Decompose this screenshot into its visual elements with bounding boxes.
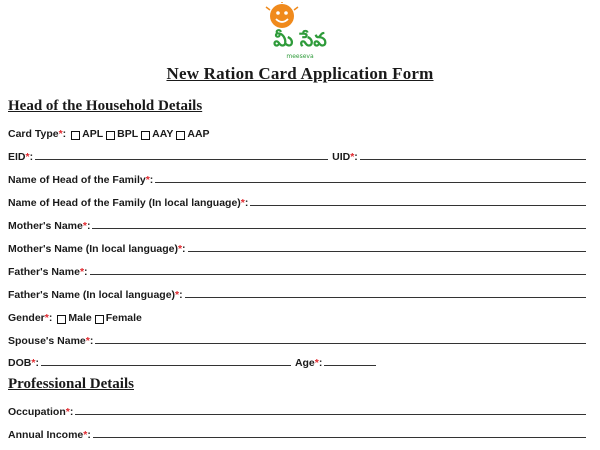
father-name-field[interactable] bbox=[90, 274, 586, 275]
section-heading-household: Head of the Household Details bbox=[8, 98, 203, 114]
head-name-row: Name of Head of the Family * : bbox=[8, 170, 586, 186]
head-name-label: Name of Head of the Family bbox=[8, 174, 146, 186]
eid-label: EID bbox=[8, 151, 26, 163]
occupation-field[interactable] bbox=[75, 414, 586, 415]
mother-name-local-label: Mother's Name (In local language) bbox=[8, 243, 178, 255]
apl-checkbox[interactable] bbox=[71, 131, 80, 140]
logo-text: మీ సేవ bbox=[273, 29, 327, 51]
gender-label: Gender bbox=[8, 312, 45, 324]
card-type-label: Card Type bbox=[8, 128, 59, 140]
mother-name-label: Mother's Name bbox=[8, 220, 83, 232]
annual-income-field[interactable] bbox=[93, 437, 586, 438]
mother-name-local-field[interactable] bbox=[188, 251, 586, 252]
spouse-name-row: Spouse's Name * : bbox=[8, 331, 586, 347]
annual-income-row: Annual Income * : bbox=[8, 425, 586, 441]
father-name-label: Father's Name bbox=[8, 266, 80, 278]
dob-label: DOB bbox=[8, 357, 32, 369]
bpl-checkbox[interactable] bbox=[106, 131, 115, 140]
head-name-field[interactable] bbox=[155, 182, 586, 183]
head-name-local-label: Name of Head of the Family (In local language) bbox=[8, 197, 241, 209]
eid-field[interactable] bbox=[35, 159, 328, 160]
meeseva-logo bbox=[252, 2, 348, 64]
female-checkbox[interactable] bbox=[95, 315, 104, 324]
spouse-name-label: Spouse's Name bbox=[8, 335, 86, 347]
father-name-local-field[interactable] bbox=[185, 297, 586, 298]
occupation-label: Occupation bbox=[8, 406, 66, 418]
card-type-row: Card Type * : APL BPL AAY AAP bbox=[8, 128, 210, 140]
logo-subtitle: meeseva bbox=[286, 53, 314, 60]
dob-age-row: DOB * : Age * : bbox=[8, 353, 586, 369]
aay-checkbox[interactable] bbox=[141, 131, 150, 140]
male-checkbox[interactable] bbox=[57, 315, 66, 324]
gender-row: Gender * : Male Female bbox=[8, 312, 142, 324]
smiley-sun-icon bbox=[270, 4, 294, 28]
dob-field[interactable] bbox=[41, 365, 291, 366]
head-name-local-field[interactable] bbox=[250, 205, 586, 206]
eid-uid-row: EID * : UID * : bbox=[8, 147, 586, 163]
father-name-row: Father's Name * : bbox=[8, 262, 586, 278]
mother-name-local-row: Mother's Name (In local language) * : bbox=[8, 239, 586, 255]
spouse-name-field[interactable] bbox=[95, 343, 586, 344]
age-label: Age bbox=[294, 357, 315, 369]
section-heading-professional: Professional Details bbox=[8, 376, 134, 392]
father-name-local-label: Father's Name (In local language) bbox=[8, 289, 176, 301]
occupation-row: Occupation * : bbox=[8, 402, 586, 418]
mother-name-row: Mother's Name * : bbox=[8, 216, 586, 232]
aap-checkbox[interactable] bbox=[176, 131, 185, 140]
annual-income-label: Annual Income bbox=[8, 429, 84, 441]
uid-field[interactable] bbox=[360, 159, 586, 160]
form-title: New Ration Card Application Form bbox=[166, 64, 434, 83]
age-field[interactable] bbox=[324, 365, 376, 366]
mother-name-field[interactable] bbox=[92, 228, 586, 229]
uid-label: UID bbox=[332, 151, 351, 163]
head-name-local-row: Name of Head of the Family (In local language) * : bbox=[8, 193, 586, 209]
father-name-local-row: Father's Name (In local language) * : bbox=[8, 285, 586, 301]
